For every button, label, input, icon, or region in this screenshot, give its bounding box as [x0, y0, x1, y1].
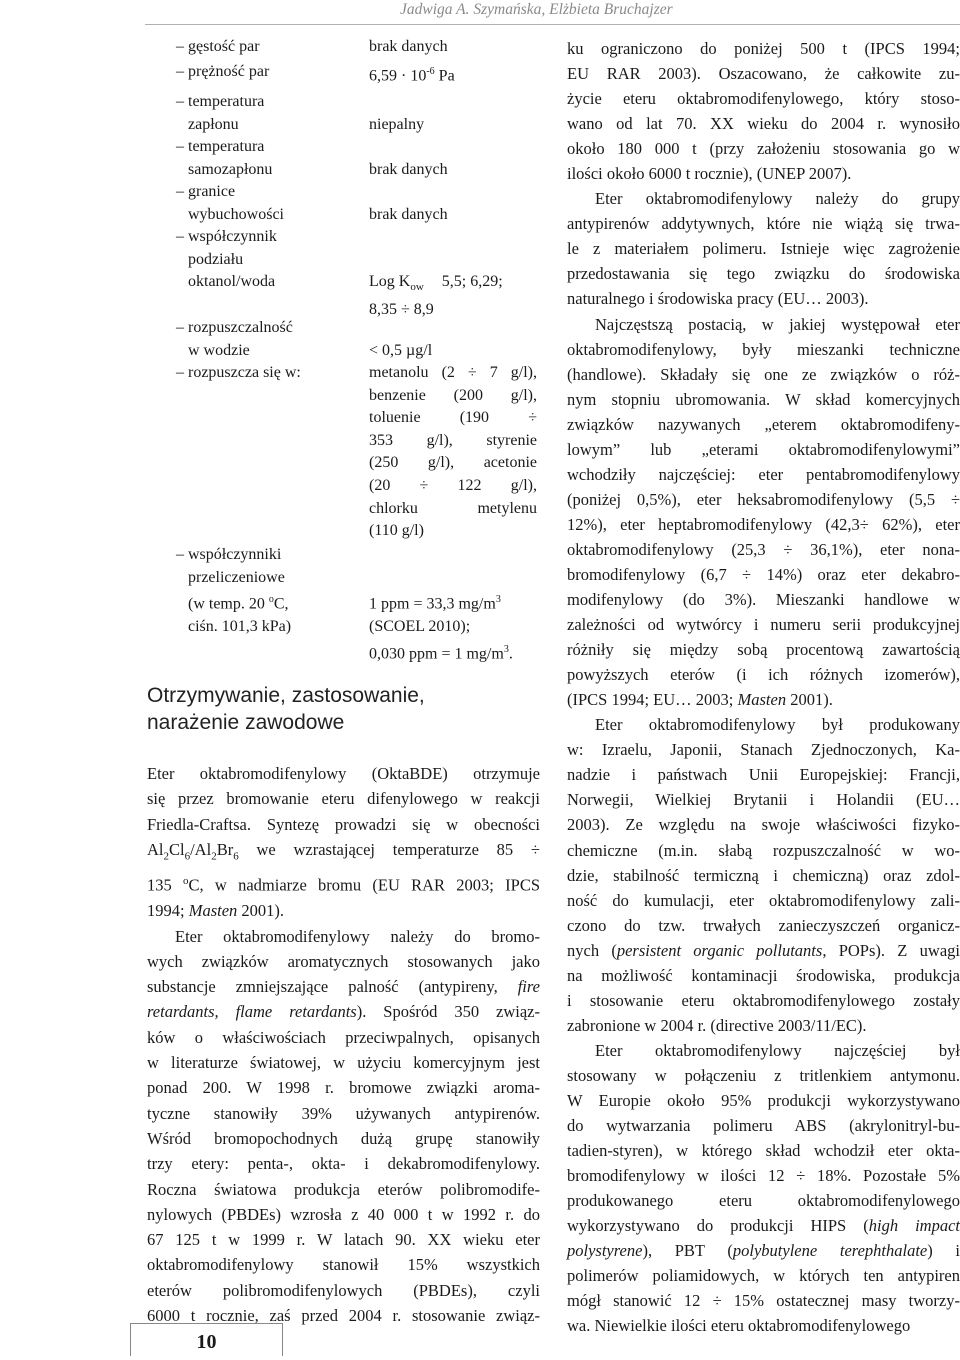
property-value: benzenie (200 g/l), [369, 386, 537, 404]
right-column [567, 36, 960, 1338]
property-value: niepalny [369, 115, 425, 133]
property-value: (SCOEL 2010); [369, 618, 471, 636]
section-heading: Otrzymywanie, zastosowanie, narażenie zawodowe [147, 684, 425, 734]
header-rule [145, 24, 960, 25]
property-value: 353 g/l), styrenie [369, 431, 537, 449]
property-value: 1 ppm = 33,3 $mg/m^3$ [369, 594, 501, 613]
property-value: metanolu (2 ÷ 7 g/l), [369, 364, 537, 381]
paragraph: Eter oktabromodifenylowy (OktaBDE) otrzymuje się przez bromowanie eteru difenylowego w reakcji Friedla-Craftsa. Syntezę prowadzi się w obecności $Al_2Cl_6/Al_2Br_6$ we wzrastającej temperaturze 85 ÷ 135 $^o$C, w nadmiarze bromu (EU RAR 2003; IPCS 1994; Masten 2001). [147, 764, 541, 921]
property-value: (110 g/l) [369, 522, 424, 540]
property-value: brak danych [369, 205, 448, 223]
property-value: $6,59 \cdot 10^{-6}$ Pa [369, 66, 455, 85]
property-value: chlorku metylenu [369, 499, 537, 517]
property-label: samozapłonu [188, 160, 273, 178]
paragraph: Eter oktabromodifenylowy należy do bromo- wych związków aromatycznych stosowanych jako substancje zmniejszające palność (antypireny, fire retardants, flame retardants). Spośród 350 związ- ków o właściwościach przeciwpalnych, opisanych w literaturze światowej, w użyciu komercyjnym jest ponad 200. W 1998 r. bromowe związki aroma- tyczne stanowiły 39% używanych antypirenów. Wśród bromopochodnych dużą grupę stanowiły trzy etery: penta-, okta- i dekabromodifenylowy. Roczna światowa produkcja eterów polibromodife- nylowych (PBDEs) wzrosła z 40 000 t w 1992 r. do 67 125 t w 1999 r. W latach 90. XX wieku eter oktabromodifenylowy stanowił 15% wszystkich eterów polibromodifenylowych (PBDEs), czyli 6000 t rocznie, zaś przed 2004 r. stosowanie związ- [147, 926, 540, 1326]
property-label: przeliczeniowe [188, 568, 285, 586]
property-value: (250 g/l), acetonie [369, 454, 537, 472]
property-label: – temperatura [176, 138, 265, 155]
paragraph: Eter oktabromodifenylowy najczęściej był stosowany w połączeniu z tritlenkiem antymonu. W Europie około 95% produkcji wykorzystywano do wytwarzania polimeru ABS (akrylonitryl-bu- tadien-styren), w którego skład wchodził eter okta- bromodifenylowy w ilości 12 ÷ 18%. Pozostałe 5% produkowanego eteru oktabromodifenylowego wykorzystywano do produkcji HIPS (high impact polystyrene), PBT (polybutylene terephthalate) i polimerów poliamidowych, w których ten antypiren mógł stanowić 12 ÷ 15% ostatecznej masy tworzy- wa. Niewielkie ilości eteru oktabromodifenylowego [567, 1040, 960, 1336]
paragraph: Najczęstszą postacią, w jakiej występował eter oktabromodifenylowy, były mieszanki techniczne (handlowe). Składały się one ze związków o róż- nym stopniu ubromowania. W skład komercyjnych związków nazywanych „eterem oktabromodifeny- lowym” lub „eterami oktabromodifenylowymi” wchodziły najczęściej: eter pentabromodifenylowy (poniżej 0,5%), eter heksabromodifenylowy (5,5 ÷ 12%), eter heptabromodifenylowy (42,3÷ 62%), eter oktabromodifenylowy (25,3 ÷ 36,1%), eter nona- bromodifenylowy (6,7 ÷ 14%) oraz eter dekabro- modifenylowy (do 3%). Mieszanki handlowe w zależności od wytwórcy i numeru serii produkcyjnej różniły się między sobą procentową zawartością powyższych eterów (i ich różnych izomerów), (IPCS 1994; EU… 2003; Masten 2001). [567, 314, 960, 710]
property-value: 0,030 ppm = 1 $mg/m^3$. [369, 643, 513, 663]
property-label: oktanol/woda [188, 273, 276, 291]
property-label: podziału [188, 250, 244, 268]
property-value: (20 ÷ 122 g/l), [369, 476, 537, 494]
property-label: – współczynniki [176, 546, 282, 563]
paragraph: ku ograniczono do poniżej 500 t (IPCS 1994; EU RAR 2003). Oszacowano, że całkowite zu- życie eteru oktabromodifenylowego, który stoso- wano od lat 70. XX wieku do 2004 r. wynosiło około 180 000 t (przy założeniu stosowania go w ilości około 6000 t rocznie), (UNEP 2007). [567, 39, 960, 184]
property-value: 8,35 ÷ 8,9 [369, 300, 434, 318]
property-value: toluenie (190 ÷ [369, 409, 537, 427]
property-label: w wodzie [188, 341, 250, 359]
property-label: – współczynnik [176, 228, 277, 245]
property-label: – temperatura [176, 93, 265, 110]
left-column [147, 761, 540, 1328]
property-label: (w temp. 20 $^o$C, [188, 594, 289, 613]
paragraph: Eter oktabromodifenylowy był produkowany w: Izraelu, Japonii, Stanach Zjednoczonych, Ka- nadzie i państwach Unii Europejskiej: Francji, Norwegii, Wielkiej Brytanii i Holandii (EU… 2003). Ze względu na swoje właściwości fizyko- chemiczne (m.in. słabą rozpuszczalność w wo- dzie, stabilność termiczną i chemiczną) oraz zdol- ność do kumulacji, eter oktabromodifenylowy zali- czono do tzw. trwałych zanieczyszczeń organicz- nych (persistent organic pollutants, POPs). Z uwagi na możliwość kontaminacji środowiska, produkcja i stosowanie eteru oktabromodifenylowego zostały zabronione w 2004 r. (directive 2003/11/EC). [567, 715, 960, 1035]
property-label: – rozpuszczalność [176, 319, 293, 336]
property-value: brak danych [369, 160, 448, 178]
paragraph: Eter oktabromodifenylowy należy do grupy antypirenów addytywnych, które nie wiążą się trwa- le z materiałem polimeru. Istnieje więc zagrożenie przedostawania się tego związku do środowiska naturalnego i środowiska pracy (EU… 2003). [567, 189, 960, 309]
property-label: – rozpuszcza się w: [176, 364, 301, 381]
property-value: < 0,5 µg/l [369, 341, 433, 359]
property-label: zapłonu [188, 115, 239, 133]
property-label: – granice [176, 183, 236, 200]
property-label: wybuchowości [188, 205, 284, 223]
property-value: Log $K_{ow}$ 5,5; 6,29; [369, 273, 503, 294]
property-label: – gęstość par [176, 38, 260, 55]
property-label: ciśn. 101,3 kPa) [188, 618, 292, 636]
property-label: – prężność par [176, 63, 270, 80]
running-head: Jadwiga A. Szymańska, Elżbieta Bruchajzer [400, 1, 673, 18]
property-value: brak danych [369, 38, 448, 55]
page-number: 10 [130, 1323, 283, 1356]
